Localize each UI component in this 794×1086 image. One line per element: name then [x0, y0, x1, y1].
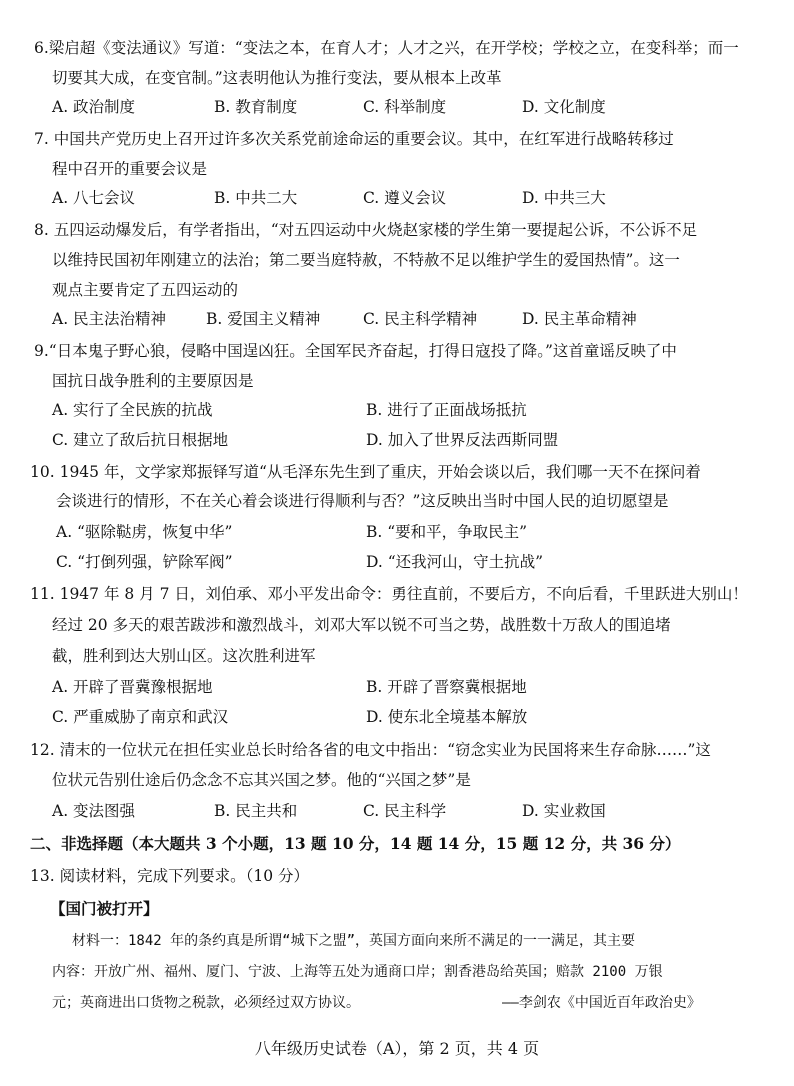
- question-stem: 观点主要肯定了五四运动的: [52, 281, 239, 299]
- question-stem: 切要其大成，在变官制。”这表明他认为推行变法，要从根本上改革: [52, 69, 502, 87]
- option-a: A. 民主法治精神: [52, 310, 167, 328]
- section-heading: 二、非选择题（本大题共 3 个小题，13 题 10 分，14 题 14 分，15 题 12 分，共 36 分）: [30, 834, 681, 853]
- question-stem: 10. 1945 年，文学家郑振铎写道“从毛泽东先生到了重庆，开始会谈以后，我们哪一天不在探问着: [30, 463, 701, 481]
- material-text: 元；英商进出口货物之税款，必须经过双方协议。: [52, 995, 360, 1011]
- page-footer: 八年级历史试卷（A），第 2 页，共 4 页: [254, 1039, 540, 1058]
- question-stem: 8. 五四运动爆发后，有学者指出，“对五四运动中火烧赵家楼的学生第一要提起公诉，不公诉不足: [34, 221, 698, 239]
- option-b: B. 民主共和: [214, 802, 298, 820]
- option-b: B. 开辟了晋察冀根据地: [366, 678, 527, 696]
- option-a: A. 政治制度: [52, 98, 136, 116]
- question-stem: 以维持民国初年刚建立的法治；第二要当庭特赦，不特赦不足以维护学生的爱国热情”。这一: [52, 251, 680, 269]
- option-c: C. 遵义会议: [363, 189, 447, 207]
- option-a: A. 实行了全民族的抗战: [52, 401, 213, 419]
- option-c: C. 民主科学精神: [363, 310, 478, 328]
- material-source: ——李剑农《中国近百年政治史》: [502, 995, 701, 1011]
- question-stem: 经过 20 多天的艰苦跋涉和激烈战斗，刘邓大军以锐不可当之势，战胜数十万敌人的围追堵: [52, 616, 671, 634]
- option-d: D. “还我河山，守土抗战”: [366, 553, 544, 571]
- option-b: B. 教育制度: [214, 98, 298, 116]
- question-stem: 9.“日本鬼子野心狼，侵略中国逞凶狂。全国军民齐奋起，打得日寇投了降。”这首童谣反映了中: [34, 342, 677, 360]
- option-a: A. 八七会议: [52, 189, 136, 207]
- option-d: D. 中共三大: [522, 189, 606, 207]
- option-b: B. 爱国主义精神: [206, 310, 321, 328]
- question-stem: 国抗日战争胜利的主要原因是: [52, 372, 254, 390]
- material-text: 内容：开放广州、福州、厦门、宁波、上海等五处为通商口岸；割香港岛给英国；赔款 2100 万银: [52, 964, 663, 980]
- question-stem: 13. 阅读材料，完成下列要求。（10 分）: [30, 867, 309, 885]
- option-b: B. “要和平，争取民主”: [366, 523, 528, 541]
- material-text: 材料一：1842 年的条约真是所谓“城下之盟”，英国方面向来所不满足的一一满足，其主要: [72, 933, 635, 949]
- question-stem: 程中召开的重要会议是: [52, 160, 208, 178]
- option-c: C. 严重威胁了南京和武汉: [52, 708, 229, 726]
- question-stem: 7. 中国共产党历史上召开过许多次关系党前途命运的重要会议。其中，在红军进行战略转移过: [34, 130, 674, 148]
- question-stem: 位状元告别仕途后仍念念不忘其兴国之梦。他的“兴国之梦”是: [52, 771, 471, 789]
- option-a: A. “驱除鞑虏，恢复中华”: [56, 523, 233, 541]
- option-b: B. 进行了正面战场抵抗: [366, 401, 527, 419]
- material-subtitle: 【国门被打开】: [50, 899, 159, 918]
- option-c: C. “打倒列强，铲除军阀”: [56, 553, 233, 571]
- option-d: D. 使东北全境基本解放: [366, 708, 528, 726]
- option-d: D. 加入了世界反法西斯同盟: [366, 431, 559, 449]
- question-stem: 11. 1947 年 8 月 7 日，刘伯承、邓小平发出命令：勇往直前，不要后方，不向后看，千里跃进大别山！: [30, 585, 748, 603]
- option-c: C. 科举制度: [363, 98, 447, 116]
- option-a: A. 开辟了晋冀豫根据地: [52, 678, 213, 696]
- option-c: C. 民主科学: [363, 802, 447, 820]
- option-d: D. 文化制度: [522, 98, 606, 116]
- option-d: D. 民主革命精神: [522, 310, 637, 328]
- option-b: B. 中共二大: [214, 189, 298, 207]
- question-stem: 12. 清末的一位状元在担任实业总长时给各省的电文中指出：“窃念实业为民国将来生存命脉……”这: [30, 741, 711, 759]
- option-a: A. 变法图强: [52, 802, 136, 820]
- question-stem: 6.梁启超《变法通议》写道：“变法之本，在育人才；人才之兴，在开学校；学校之立，在变科举；而一: [34, 39, 739, 57]
- question-stem: 会谈进行的情形，不在关心着会谈进行得顺利与否？”这反映出当时中国人民的迫切愿望是: [56, 492, 669, 510]
- option-d: D. 实业救国: [522, 802, 606, 820]
- question-stem: 截，胜利到达大别山区。这次胜利进军: [52, 647, 316, 665]
- option-c: C. 建立了敌后抗日根据地: [52, 431, 229, 449]
